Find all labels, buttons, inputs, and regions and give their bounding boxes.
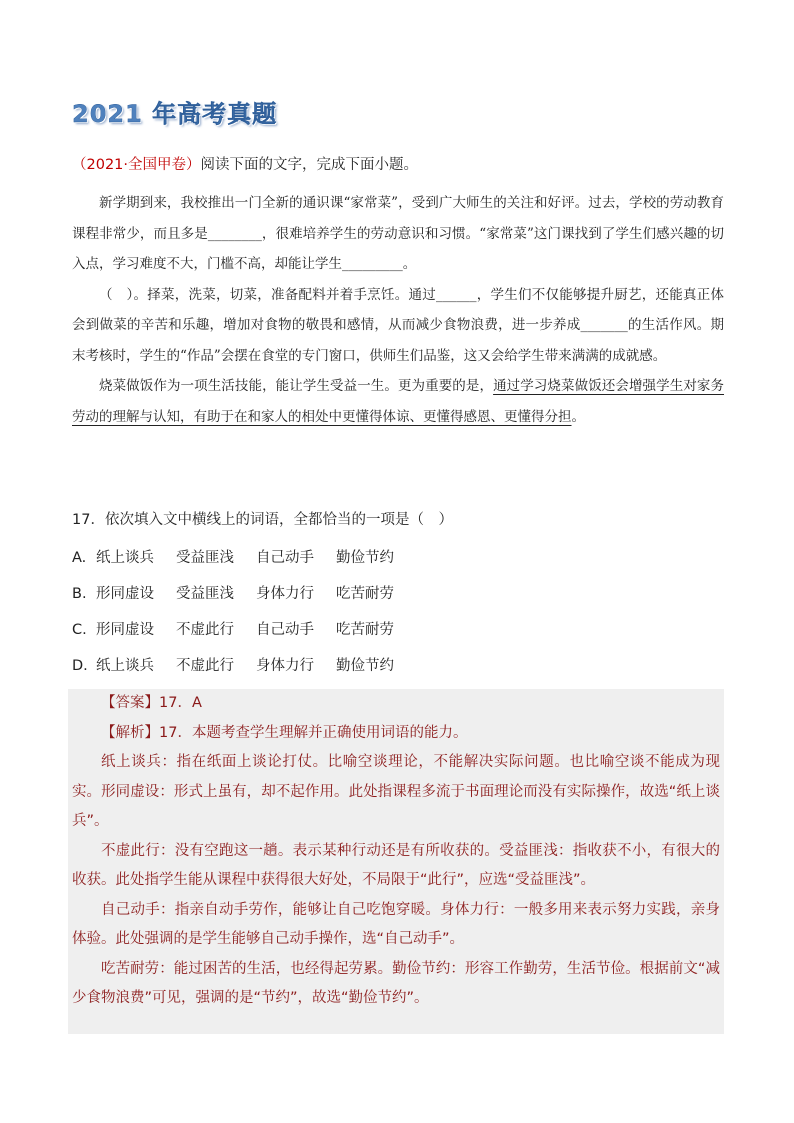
option-word: 吃苦耐劳 bbox=[336, 586, 394, 602]
option-word: 不虚此行 bbox=[176, 622, 234, 638]
option-label: B. bbox=[72, 586, 87, 602]
analysis-paragraph: 吃苦耐劳：能过困苦的生活，也经得起劳累。勤俭节约：形容工作勤劳，生活节俭。根据前文“减少食物浪费”可见，强调的是“节约”，故选“勤俭节约”。 bbox=[72, 960, 720, 1006]
passage-p3-end: 。 bbox=[571, 408, 585, 425]
option-word: 纸上谈兵 bbox=[96, 658, 154, 674]
option-c bbox=[72, 620, 416, 656]
passage-paragraph-2: （ ）。择菜，洗菜，切菜，准备配料并着手烹饪。通过______，学生们不仅能够提升厨艺，还能真正体会到做菜的辛苦和乐趣，增加对食物的敬畏和感情，从而减少食物浪费，进一步养成_______的生活作风。期末考核时，学生的“作品”会摆在食堂的专门窗口，供师生们品鉴，这又会给学生带来满满的成就感。 bbox=[72, 286, 724, 364]
passage-paragraph-1: 新学期到来，我校推出一门全新的通识课“家常菜”，受到广大师生的关注和好评。过去，学校的劳动教育课程非常少，而且多是________，很难培养学生的劳动意识和习惯。“家常菜”这门课找到了学生们感兴趣的切入点，学习难度不大，门槛不高，却能让学生_________。 bbox=[72, 195, 724, 272]
passage-paragraph-3 bbox=[72, 371, 724, 432]
source-line bbox=[72, 155, 418, 175]
analysis-paragraph: 纸上谈兵：指在纸面上谈论打仗。比喻空谈理论，不能解决实际问题。也比喻空谈不能成为现实。形同虚设：形式上虽有，却不起作用。此处指课程多流于书面理论而没有实际操作，故选“纸上谈兵”。 bbox=[72, 754, 720, 829]
option-word: 自己动手 bbox=[256, 550, 314, 566]
option-word: 受益匪浅 bbox=[176, 550, 234, 566]
answer-line: 【答案】17．A bbox=[101, 695, 202, 711]
option-b bbox=[72, 584, 416, 620]
option-label: C. bbox=[72, 622, 87, 638]
reading-passage bbox=[72, 188, 724, 432]
option-word: 纸上谈兵 bbox=[96, 550, 154, 566]
question-17: 17．依次填入文中横线上的词语，全都恰当的一项是（ ） bbox=[72, 512, 453, 528]
option-word: 自己动手 bbox=[256, 622, 314, 638]
passage-p3-text: 烧菜做饭作为一项生活技能，能让学生受益一生。更为重要的是， bbox=[99, 378, 494, 394]
option-word: 形同虚设 bbox=[96, 586, 154, 602]
section-heading: 2021 年高考真题 bbox=[72, 100, 278, 128]
instruction-text: 阅读下面的文字，完成下面小题。 bbox=[200, 157, 419, 173]
option-label: D. bbox=[72, 658, 88, 674]
option-word: 勤俭节约 bbox=[336, 550, 394, 566]
underlined-sentence: 通过学习烧菜做饭还会增强学生对家务劳动的理解与认知，有助于在和家人的相处中更懂得体谅、更懂得感恩、更懂得分担 bbox=[72, 378, 725, 425]
option-word: 吃苦耐劳 bbox=[336, 622, 394, 638]
option-word: 形同虚设 bbox=[96, 622, 154, 638]
answer-options bbox=[72, 548, 416, 692]
analysis-paragraph: 不虚此行：没有空跑这一趟。表示某种行动还是有所收获的。受益匪浅：指收获不小，有很大的收获。此处指学生能从课程中获得很大好处，不局限于“此行”，应选“受益匪浅”。 bbox=[72, 842, 720, 888]
source-tag: （2021·全国甲卷） bbox=[72, 157, 201, 173]
option-a bbox=[72, 548, 416, 584]
option-word: 身体力行 bbox=[256, 658, 314, 674]
analysis-paragraph: 自己动手：指亲自动手劳作，能够让自己吃饱穿暖。身体力行：一般多用来表示努力实践，亲身体验。此处强调的是学生能够自己动手操作，选“自己动手”。 bbox=[72, 901, 720, 947]
option-label: A. bbox=[72, 550, 87, 566]
option-word: 身体力行 bbox=[256, 586, 314, 602]
option-word: 勤俭节约 bbox=[336, 658, 394, 674]
option-word: 受益匪浅 bbox=[176, 586, 234, 602]
option-d bbox=[72, 656, 416, 692]
option-word: 不虚此行 bbox=[176, 658, 234, 674]
analysis-intro: 【解析】17．本题考查学生理解并正确使用词语的能力。 bbox=[101, 724, 468, 741]
answer-analysis-box bbox=[68, 689, 724, 1034]
